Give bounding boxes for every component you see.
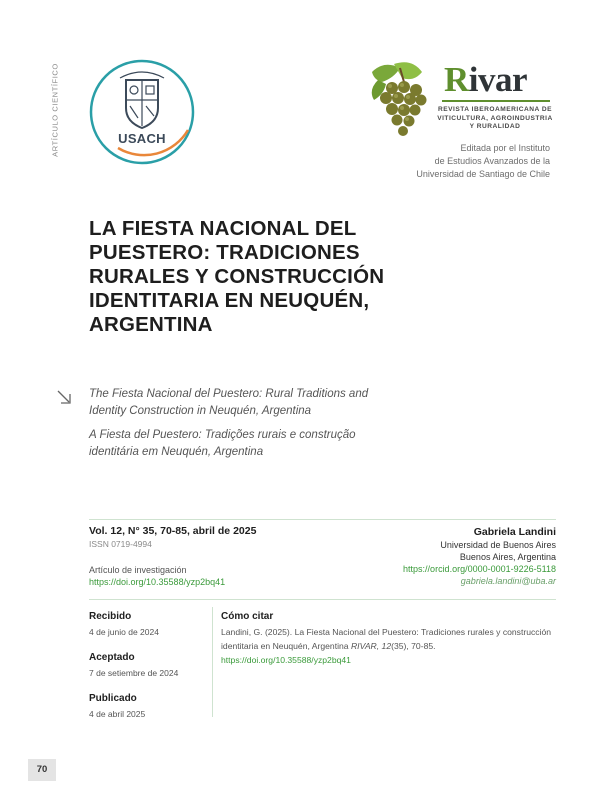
article-title: LA FIESTA NACIONAL DEL PUESTERO: TRADICIONES RURALES Y CONSTRUCCIÓN IDENTITARIA EN NEUQUÉN, ARGENTINA bbox=[89, 217, 385, 336]
column-divider bbox=[212, 607, 213, 717]
volume-info: Vol. 12, N° 35, 70-85, abril de 2025 bbox=[89, 525, 257, 537]
rivar-underline bbox=[442, 100, 550, 102]
doi-link[interactable]: https://doi.org/10.35588/yzp2bq41 bbox=[89, 577, 226, 587]
edited-by-line: Universidad de Santiago de Chile bbox=[416, 169, 550, 179]
citation-label: Cómo citar bbox=[221, 611, 274, 622]
citation-text-main: Landini, G. (2025). La Fiesta Nacional del Puestero: Tradiciones rurales y construcción identitaria en Neuquén, Argentina bbox=[221, 627, 552, 651]
author-affiliation: Universidad de Buenos Aires bbox=[440, 540, 556, 550]
divider-top bbox=[89, 519, 556, 520]
usach-logo bbox=[88, 58, 196, 166]
rivar-subtitle bbox=[436, 106, 554, 132]
published-label: Publicado bbox=[89, 693, 137, 704]
arrow-down-right-icon bbox=[56, 389, 72, 405]
divider-bottom bbox=[89, 599, 556, 600]
received-label: Recibido bbox=[89, 611, 132, 622]
article-type: Artículo de investigación bbox=[89, 565, 187, 575]
edited-by bbox=[404, 142, 550, 181]
usach-wordmark: USACH bbox=[118, 131, 166, 146]
accepted-label: Aceptado bbox=[89, 652, 135, 663]
published-date: 4 de abril 2025 bbox=[89, 709, 146, 719]
article-type-side-label: ARTÍCULO CIENTÍFICO bbox=[50, 63, 60, 157]
rivar-subtitle-line: REVISTA IBEROAMERICANA DE bbox=[437, 106, 553, 113]
accepted-date: 7 de setiembre de 2024 bbox=[89, 668, 179, 678]
author-name: Gabriela Landini bbox=[473, 526, 556, 538]
issn: ISSN 0719-4994 bbox=[89, 539, 152, 549]
grapes-icon bbox=[364, 60, 436, 142]
citation-journal: RIVAR, 12 bbox=[350, 641, 392, 651]
citation-text bbox=[221, 625, 556, 667]
title-english: The Fiesta Nacional del Puestero: Rural Traditions and Identity Construction in Neuquén, Argentina bbox=[89, 388, 369, 417]
citation-doi-link[interactable]: https://doi.org/10.35588/yzp2bq41 bbox=[221, 655, 351, 665]
author-block bbox=[403, 525, 556, 587]
rivar-wordmark: Rivar bbox=[444, 60, 528, 99]
edited-by-line: de Estudios Avanzados de la bbox=[434, 156, 550, 166]
received-date: 4 de junio de 2024 bbox=[89, 627, 159, 637]
rivar-subtitle-line: Y RURALIDAD bbox=[469, 123, 521, 130]
edited-by-line: Editada por el Instituto bbox=[460, 143, 550, 153]
rivar-subtitle-line: VITICULTURA, AGROINDUSTRIA bbox=[437, 114, 553, 122]
title-portuguese: A Fiesta del Puestero: Tradições rurais e construção identitária em Neuquén, Argentina bbox=[89, 429, 356, 458]
citation-text-end: (35), 70-85. bbox=[391, 641, 436, 651]
author-email-link[interactable]: gabriela.landini@uba.ar bbox=[460, 576, 556, 586]
author-location: Buenos Aires, Argentina bbox=[459, 552, 556, 562]
page-number: 70 bbox=[28, 759, 56, 781]
orcid-link[interactable]: https://orcid.org/0000-0001-9226-5118 bbox=[403, 564, 556, 574]
